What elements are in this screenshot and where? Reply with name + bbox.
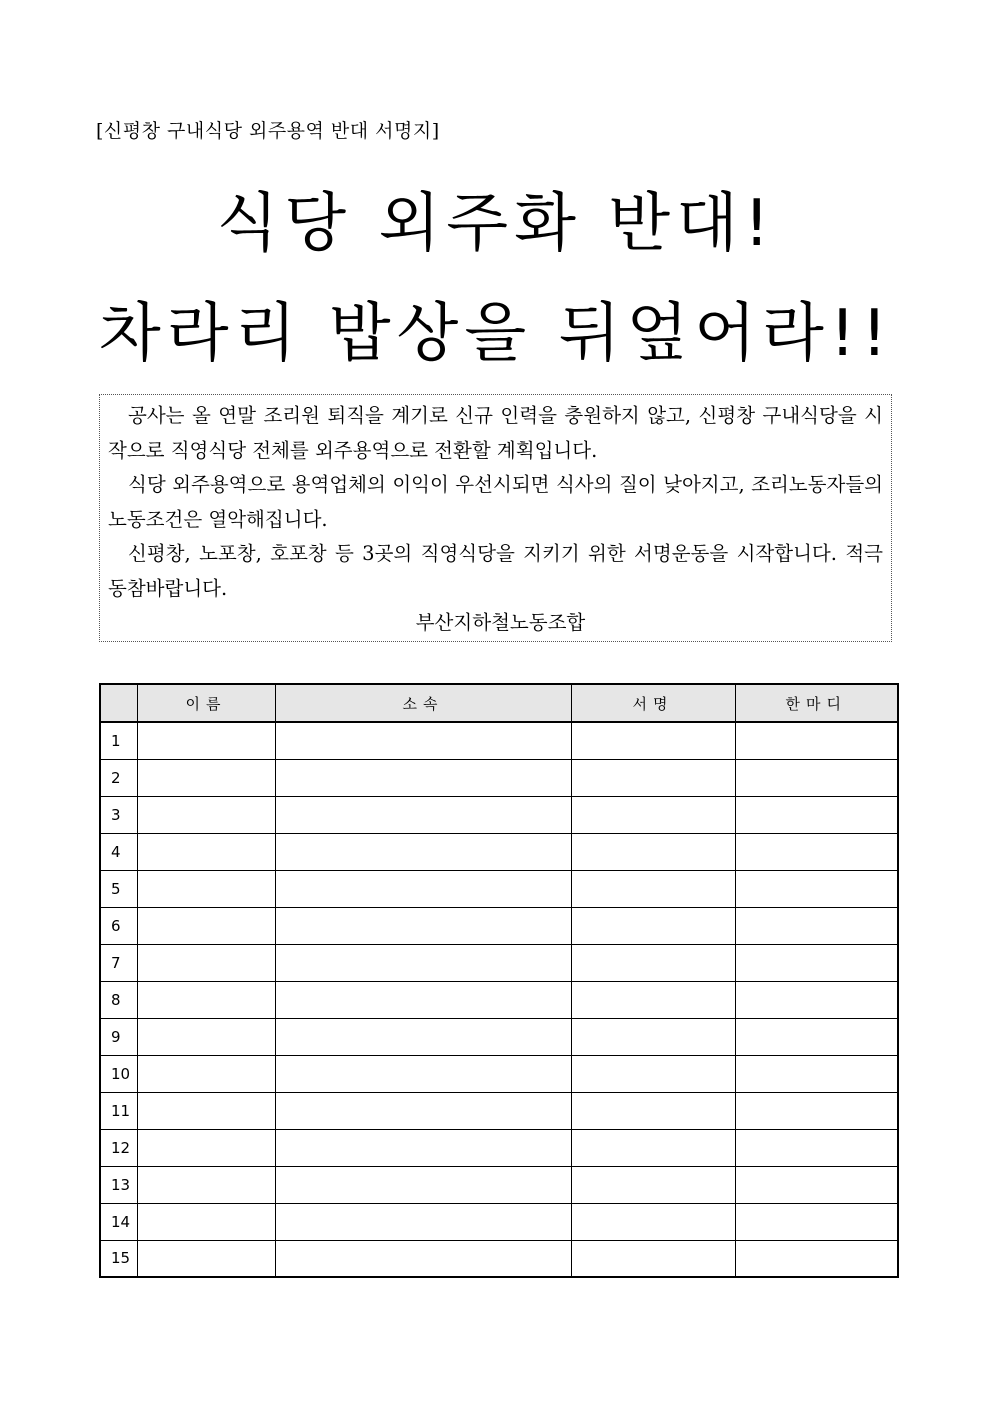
comment-cell[interactable] — [735, 981, 898, 1018]
name-cell[interactable] — [137, 796, 275, 833]
name-cell[interactable] — [137, 1092, 275, 1129]
affiliation-cell[interactable] — [275, 1055, 571, 1092]
table-row — [100, 907, 898, 944]
affiliation-cell[interactable] — [275, 1092, 571, 1129]
name-cell[interactable] — [137, 944, 275, 981]
name-cell[interactable] — [137, 1018, 275, 1055]
signature-cell[interactable] — [571, 870, 735, 907]
signature-cell[interactable] — [571, 1092, 735, 1129]
row-number: 1 — [100, 722, 137, 759]
name-cell[interactable] — [137, 1240, 275, 1277]
name-cell[interactable] — [137, 1055, 275, 1092]
affiliation-cell[interactable] — [275, 1166, 571, 1203]
comment-cell[interactable] — [735, 1018, 898, 1055]
name-cell[interactable] — [137, 870, 275, 907]
table-row — [100, 1240, 898, 1277]
table-row — [100, 870, 898, 907]
affiliation-cell[interactable] — [275, 944, 571, 981]
header-number — [100, 684, 137, 722]
signature-cell[interactable] — [571, 759, 735, 796]
signature-table — [99, 683, 899, 1278]
row-number: 5 — [100, 870, 137, 907]
name-cell[interactable] — [137, 1129, 275, 1166]
notice-box — [99, 394, 892, 642]
name-cell[interactable] — [137, 833, 275, 870]
affiliation-cell[interactable] — [275, 1203, 571, 1240]
comment-cell[interactable] — [735, 1092, 898, 1129]
table-row — [100, 833, 898, 870]
header-signature: 서명 — [571, 684, 735, 722]
signature-cell[interactable] — [571, 796, 735, 833]
signature-cell[interactable] — [571, 1166, 735, 1203]
affiliation-cell[interactable] — [275, 981, 571, 1018]
table-row — [100, 1018, 898, 1055]
name-cell[interactable] — [137, 907, 275, 944]
table-row — [100, 981, 898, 1018]
affiliation-cell[interactable] — [275, 722, 571, 759]
signature-cell[interactable] — [571, 722, 735, 759]
document-label: [신평창 구내식당 외주용역 반대 서명지] — [96, 120, 440, 142]
row-number: 10 — [100, 1055, 137, 1092]
name-cell[interactable] — [137, 1166, 275, 1203]
comment-cell[interactable] — [735, 870, 898, 907]
header-comment: 한마디 — [735, 684, 898, 722]
row-number: 11 — [100, 1092, 137, 1129]
notice-paragraph-2: 식당 외주용역으로 용역업체의 이익이 우선시되면 식사의 질이 낮아지고, 조리노동자들의 노동조건은 열악해집니다. — [108, 473, 883, 531]
union-signoff: 부산지하철노동조합 — [415, 611, 586, 634]
name-cell[interactable] — [137, 759, 275, 796]
row-number: 13 — [100, 1166, 137, 1203]
affiliation-cell[interactable] — [275, 907, 571, 944]
row-number: 6 — [100, 907, 137, 944]
table-row — [100, 944, 898, 981]
affiliation-cell[interactable] — [275, 833, 571, 870]
row-number: 3 — [100, 796, 137, 833]
signature-cell[interactable] — [571, 981, 735, 1018]
affiliation-cell[interactable] — [275, 1018, 571, 1055]
headline-line-2: 차라리 밥상을 뒤엎어라!! — [98, 297, 894, 371]
affiliation-cell[interactable] — [275, 870, 571, 907]
comment-cell[interactable] — [735, 796, 898, 833]
name-cell[interactable] — [137, 1203, 275, 1240]
name-cell[interactable] — [137, 981, 275, 1018]
table-row — [100, 1055, 898, 1092]
comment-cell[interactable] — [735, 833, 898, 870]
comment-cell[interactable] — [735, 759, 898, 796]
signature-cell[interactable] — [571, 1129, 735, 1166]
affiliation-cell[interactable] — [275, 796, 571, 833]
signature-cell[interactable] — [571, 907, 735, 944]
row-number: 4 — [100, 833, 137, 870]
signature-cell[interactable] — [571, 833, 735, 870]
row-number: 15 — [100, 1240, 137, 1277]
headline-line-1: 식당 외주화 반대! — [216, 187, 776, 261]
row-number: 12 — [100, 1129, 137, 1166]
header-affiliation: 소속 — [275, 684, 571, 722]
signature-cell[interactable] — [571, 1240, 735, 1277]
header-name: 이름 — [137, 684, 275, 722]
comment-cell[interactable] — [735, 1166, 898, 1203]
comment-cell[interactable] — [735, 1129, 898, 1166]
row-number: 7 — [100, 944, 137, 981]
table-row — [100, 796, 898, 833]
row-number: 9 — [100, 1018, 137, 1055]
signature-cell[interactable] — [571, 1055, 735, 1092]
signature-cell[interactable] — [571, 1018, 735, 1055]
table-row — [100, 759, 898, 796]
signature-cell[interactable] — [571, 1203, 735, 1240]
comment-cell[interactable] — [735, 944, 898, 981]
comment-cell[interactable] — [735, 907, 898, 944]
comment-cell[interactable] — [735, 722, 898, 759]
comment-cell[interactable] — [735, 1203, 898, 1240]
notice-paragraph-3: 신평창, 노포창, 호포창 등 3곳의 직영식당을 지키기 위한 서명운동을 시작합니다. 적극 동참바랍니다. — [108, 542, 883, 600]
table-row — [100, 1203, 898, 1240]
notice-paragraph-1: 공사는 올 연말 조리원 퇴직을 계기로 신규 인력을 충원하지 않고, 신평창 구내식당을 시작으로 직영식당 전체를 외주용역으로 전환할 계획입니다. — [108, 404, 883, 462]
row-number: 14 — [100, 1203, 137, 1240]
name-cell[interactable] — [137, 722, 275, 759]
table-row — [100, 1129, 898, 1166]
table-row — [100, 1092, 898, 1129]
table-row — [100, 1166, 898, 1203]
comment-cell[interactable] — [735, 1055, 898, 1092]
affiliation-cell[interactable] — [275, 1240, 571, 1277]
affiliation-cell[interactable] — [275, 759, 571, 796]
row-number: 8 — [100, 981, 137, 1018]
comment-cell[interactable] — [735, 1240, 898, 1277]
table-row — [100, 722, 898, 759]
affiliation-cell[interactable] — [275, 1129, 571, 1166]
row-number: 2 — [100, 759, 137, 796]
table-header-row — [100, 684, 898, 722]
signature-cell[interactable] — [571, 944, 735, 981]
